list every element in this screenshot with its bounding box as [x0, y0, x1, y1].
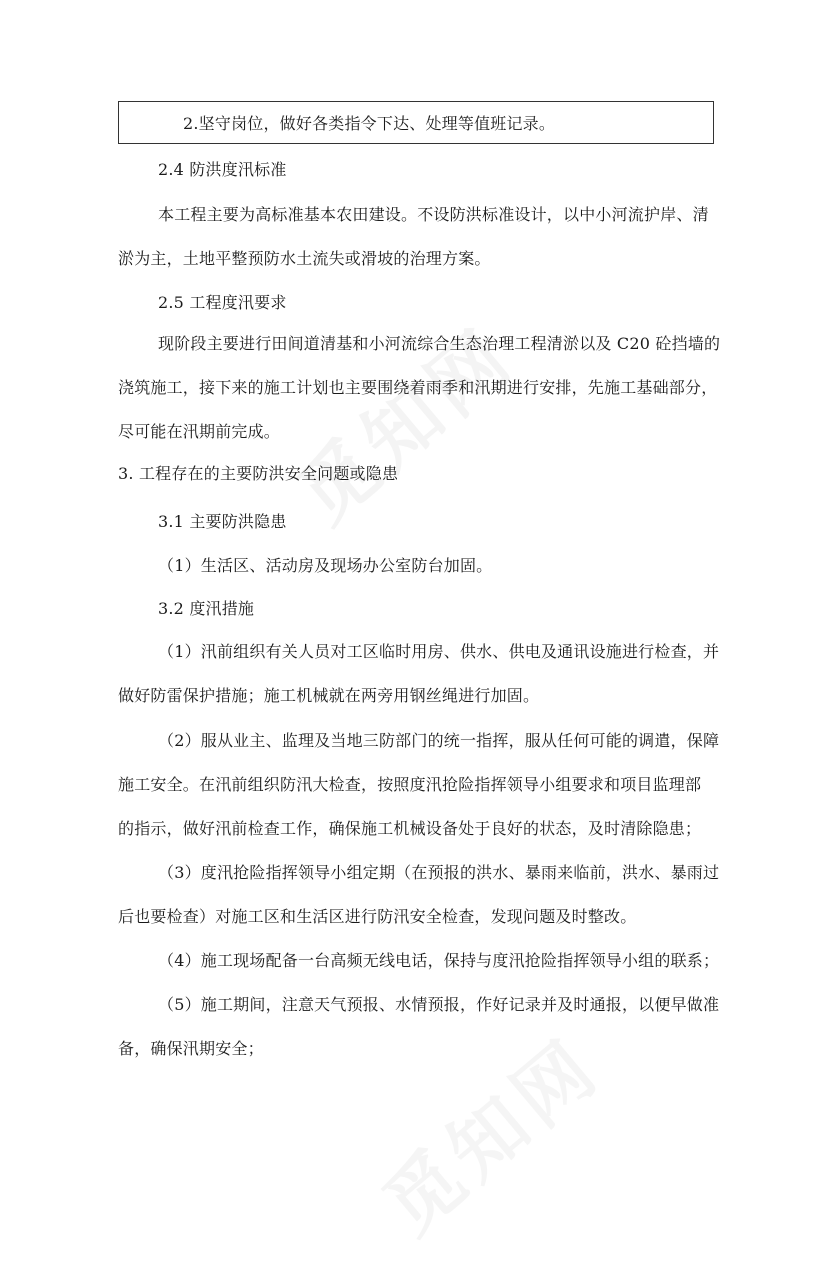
section-2-5-paragraph-line: 浇筑施工，接下来的施工计划也主要围绕着雨季和汛期进行安排，先施工基础部分， [118, 378, 718, 397]
measure-item-line: （5）施工期间，注意天气预报、水情预报，作好记录并及时通报，以便早做准 [158, 995, 720, 1014]
section-2-4-heading: 2.4 防洪度汛标准 [158, 160, 287, 179]
section-3-1-heading: 3.1 主要防洪隐患 [158, 512, 287, 531]
boxed-note-text: 2.坚守岗位，做好各类指令下达、处理等值班记录。 [183, 114, 556, 133]
section-2-4-paragraph-line: 本工程主要为高标准基本农田建设。不设防洪标准设计，以中小河流护岸、清 [158, 205, 709, 224]
section-3-heading: 3. 工程存在的主要防洪安全问题或隐患 [118, 464, 399, 483]
measure-item-line: 备，确保汛期安全； [118, 1039, 264, 1058]
measure-item-line: （3）度汛抢险指挥领导小组定期（在预报的洪水、暴雨来临前，洪水、暴雨过 [158, 863, 720, 882]
section-2-5-paragraph-line: 现阶段主要进行田间道清基和小河流综合生态治理工程清淤以及 C20 砼挡墙的 [158, 334, 721, 353]
measure-item-line: 施工安全。在汛前组织防汛大检查，按照度汛抢险指挥领导小组要求和项目监理部 [118, 775, 702, 794]
measure-item-line: （1）汛前组织有关人员对工区临时用房、供水、供电及通讯设施进行检查，并 [158, 642, 720, 661]
section-3-2-heading: 3.2 度汛措施 [158, 599, 255, 618]
section-2-5-heading: 2.5 工程度汛要求 [158, 293, 287, 312]
measure-item-line: 做好防雷保护措施；施工机械就在两旁用钢丝绳进行加固。 [118, 686, 540, 705]
section-3-1-item: （1）生活区、活动房及现场办公室防台加固。 [158, 556, 493, 575]
measure-item-line: （2）服从业主、监理及当地三防部门的统一指挥，服从任何可能的调遣，保障 [158, 731, 720, 750]
measure-item-line: 后也要检查）对施工区和生活区进行防汛安全检查，发现问题及时整改。 [118, 907, 637, 926]
measure-item-line: 的指示，做好汛前检查工作，确保施工机械设备处于良好的状态，及时清除隐患； [118, 819, 702, 838]
watermark-bottom [357, 978, 664, 1262]
measure-item-line: （4）施工现场配备一台高频无线电话，保持与度汛抢险指挥领导小组的联系； [158, 951, 720, 970]
section-2-5-paragraph-line: 尽可能在汛期前完成。 [118, 422, 281, 441]
section-2-4-paragraph-line: 淤为主，土地平整预防水土流失或滑坡的治理方案。 [118, 249, 491, 268]
